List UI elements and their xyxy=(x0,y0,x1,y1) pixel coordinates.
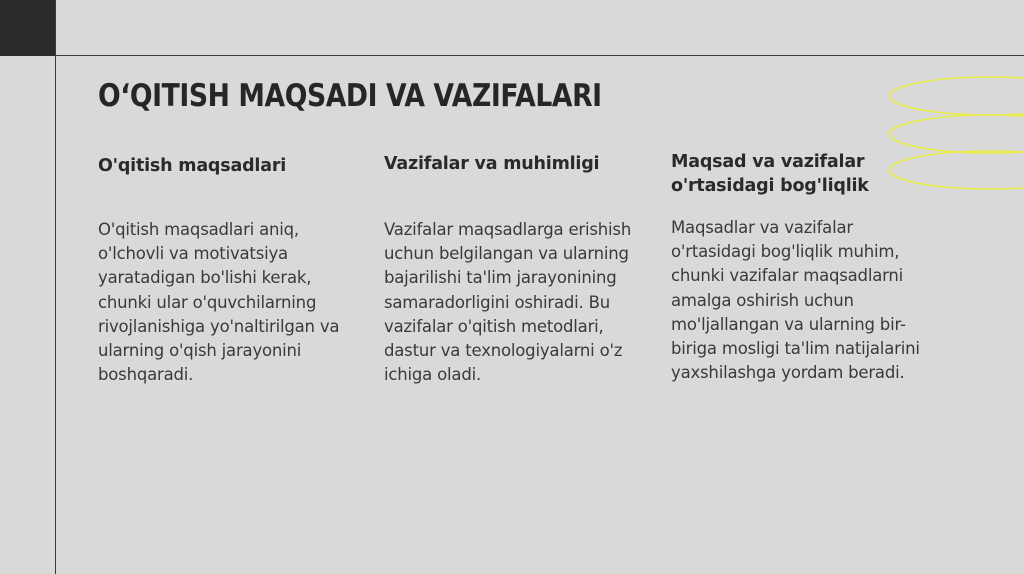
ring-1 xyxy=(890,77,1024,115)
column-body: Vazifalar maqsadlarga erishish uchun belgilangan va ularning bajarilishi ta'lim jarayonining samaradorligini oshiradi. Bu vazifalar o'qitish metodlari, dastur va texnologiyalarni o'z ichiga oladi. xyxy=(384,220,632,385)
column-body: O'qitish maqsadlari aniq, o'lchovli va motivatsiya yaratadigan bo'lishi kerak, chunki ular o'quvchilarning rivojlanishiga yo'naltirilgan va ularning o'qish jarayonini boshqaradi. xyxy=(98,220,340,385)
vertical-divider xyxy=(55,0,56,574)
column-heading: Maqsad va vazifalar o'rtasidagi bog'liqlik xyxy=(671,152,869,196)
column-goals xyxy=(98,150,353,385)
column-tasks xyxy=(384,150,639,385)
horizontal-divider xyxy=(55,55,1024,56)
column-heading: Vazifalar va muhimligi xyxy=(384,154,600,174)
corner-block xyxy=(0,0,55,56)
column-heading: O'qitish maqsadlari xyxy=(98,156,287,176)
column-body: Maqsadlar va vazifalar o'rtasidagi bog'liqlik muhim, chunki vazifalar maqsadlarni amalga oshirish uchun mo'ljallangan va ularning bir-biriga mosligi ta'lim natijalarini yaxshilashga yordam beradi. xyxy=(671,218,920,383)
column-relationship xyxy=(671,150,926,383)
ring-2 xyxy=(890,115,1024,153)
slide-title: O‘QITISH MAQSADI VA VAZIFALARI xyxy=(98,78,602,114)
